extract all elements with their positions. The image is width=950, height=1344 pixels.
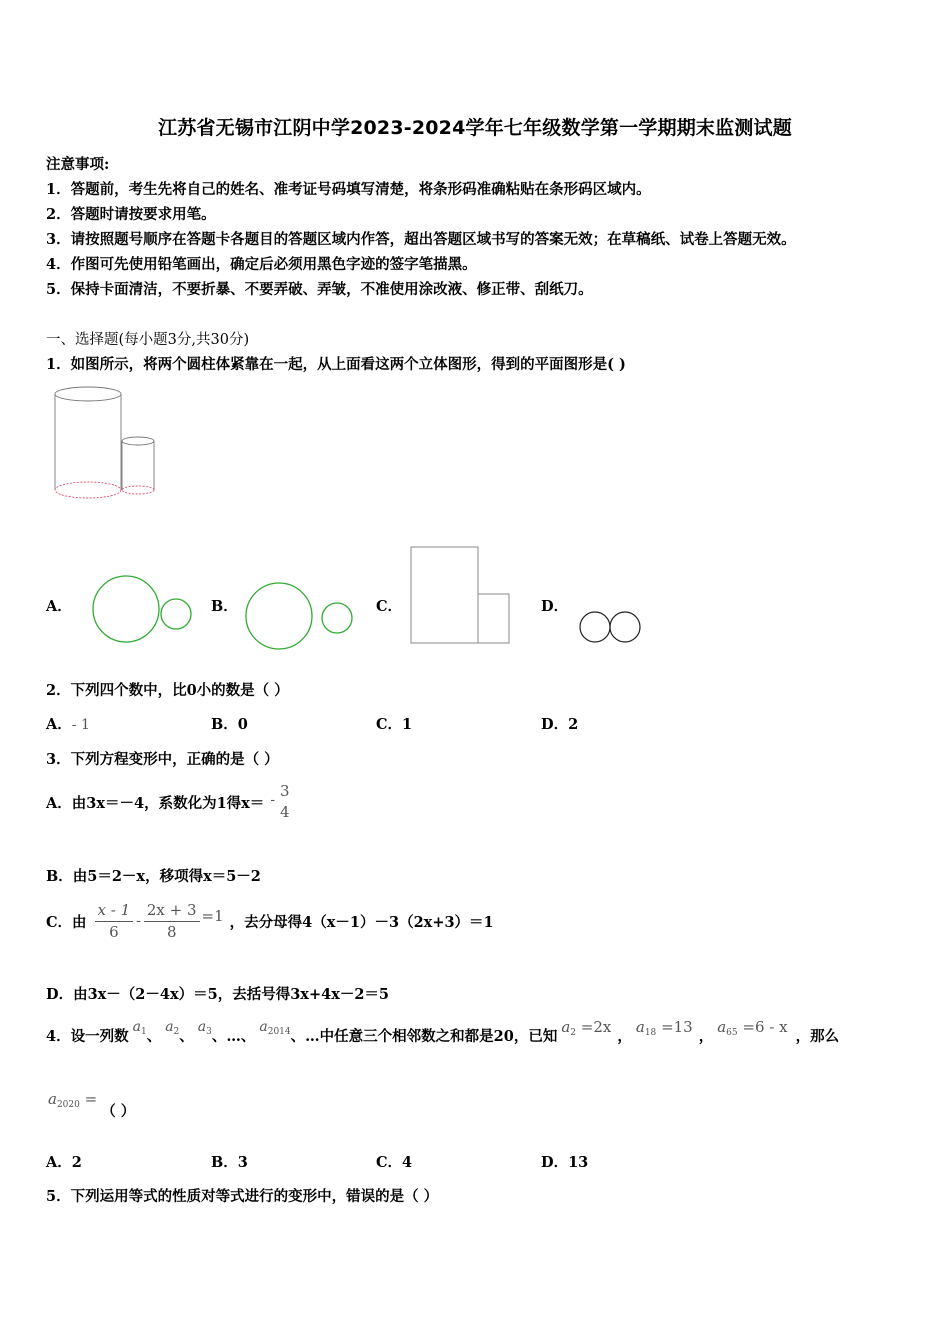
question-1-stem: 1．如图所示，将两个圆柱体紧靠在一起，从上面看这两个立体图形，得到的平面图形是( ) bbox=[46, 356, 626, 373]
q4-a3: $a_3$ bbox=[197, 1019, 212, 1037]
q1-option-a-label[interactable]: A． bbox=[46, 598, 72, 615]
q3-option-c-fraction-2 bbox=[144, 900, 200, 941]
q4-cond-3: $a_{65} =6 - x$ bbox=[717, 1018, 788, 1038]
q3-option-d[interactable]: D．由3x－（2－4x）＝5，去括号得3x+4x－2＝5 bbox=[46, 986, 390, 1003]
q4-option-c[interactable]: C．4 bbox=[376, 1154, 413, 1171]
answer-blank: （ ） bbox=[101, 1102, 136, 1120]
q1-option-b-label[interactable]: B． bbox=[211, 598, 238, 615]
q3-option-b[interactable]: B．由5＝2－x，移项得x＝5－2 bbox=[46, 868, 261, 885]
q4-a2014: $a_{2014}$ bbox=[259, 1019, 291, 1037]
q3-option-a[interactable] bbox=[46, 778, 293, 826]
q3-option-a-minus: - bbox=[270, 792, 276, 808]
q1-option-b-figure[interactable] bbox=[240, 578, 360, 652]
q3-option-c-minus: - bbox=[136, 913, 141, 929]
q2-option-c[interactable]: C．1 bbox=[376, 716, 413, 733]
fraction-numerator: 2x + 3 bbox=[144, 903, 200, 922]
q1-option-a-figure[interactable] bbox=[90, 572, 196, 648]
q4-option-a[interactable]: A．2 bbox=[46, 1154, 82, 1171]
q2-option-b[interactable]: B．0 bbox=[211, 716, 248, 733]
q2-option-d[interactable]: D．2 bbox=[541, 716, 579, 733]
notice-item: 2．答题时请按要求用笔。 bbox=[46, 206, 216, 223]
notice-item: 5．保持卡面清洁，不要折暴、不要弄破、弄皱，不准使用涂改液、修正带、刮纸刀。 bbox=[46, 281, 593, 298]
q4-a1: $a_1$ bbox=[132, 1019, 147, 1037]
q1-option-d-figure[interactable] bbox=[576, 608, 646, 646]
q3-option-a-fraction bbox=[277, 784, 293, 820]
separator: 、 bbox=[179, 1027, 194, 1045]
q4-option-d[interactable]: D．13 bbox=[541, 1154, 589, 1171]
separator: 、 bbox=[146, 1027, 162, 1045]
notice-item: 3．请按照题号顺序在答题卡各题目的答题区域内作答，超出答题区域书写的答案无效；在草稿纸、试卷上答题无效。 bbox=[46, 231, 796, 248]
notice-item: 1．答题前，考生先将自己的姓名、准考证号码填写清楚，将条形码准确粘贴在条形码区域内。 bbox=[46, 181, 651, 198]
q4-middle: 、…中任意三个相邻数之和都是20，已知 bbox=[290, 1027, 558, 1045]
question-4-stem bbox=[46, 1015, 839, 1055]
question-3-stem: 3．下列方程变形中，正确的是（ ） bbox=[46, 751, 279, 768]
q4-prefix: 4．设一列数 bbox=[46, 1027, 129, 1045]
notice-item: 4．作图可先使用铅笔画出，确定后必须用黑色字迹的签字笔描黑。 bbox=[46, 256, 477, 273]
q3-option-a-text: A．由3x＝－4，系数化为1得x＝ bbox=[46, 794, 265, 812]
notice-heading: 注意事项: bbox=[46, 156, 110, 173]
q2-option-a[interactable] bbox=[46, 713, 90, 734]
q4-ask bbox=[48, 1090, 135, 1122]
q4-cond-2: $a_{18} =13$ bbox=[635, 1018, 693, 1038]
separator: ， bbox=[698, 1027, 714, 1045]
section-heading: 一、选择题(每小题3分,共30分) bbox=[46, 332, 250, 348]
separator: ， bbox=[617, 1027, 632, 1045]
q3-option-c-prefix: C．由 bbox=[46, 913, 87, 931]
fraction-denominator: 4 bbox=[280, 803, 290, 821]
page-title: 江苏省无锡市江阴中学2023-2024学年七年级数学第一学期期末监测试题 bbox=[158, 117, 792, 139]
q3-option-c-suffix: ，去分母得4（x－1）－3（2x+3）＝1 bbox=[229, 913, 494, 931]
q2-option-a-value: - 1 bbox=[71, 717, 90, 733]
question-5-stem: 5．下列运用等式的性质对等式进行的变形中，错误的是（ ） bbox=[46, 1188, 439, 1205]
q1-option-d-label[interactable]: D． bbox=[541, 598, 569, 615]
fraction-denominator: 6 bbox=[109, 922, 119, 941]
q4-ask-term: $a_{2020}$ = bbox=[48, 1090, 98, 1110]
q1-option-c-figure[interactable] bbox=[406, 542, 516, 648]
question-2-stem: 2．下列四个数中，比0小的数是（ ） bbox=[46, 682, 289, 699]
q4-suffix: ，那么 bbox=[795, 1027, 840, 1045]
separator: 、…、 bbox=[211, 1027, 256, 1045]
q3-option-c[interactable] bbox=[46, 898, 494, 944]
q4-cond-1: $a_2 =2x$ bbox=[561, 1018, 612, 1038]
q3-option-c-eq: =1 bbox=[201, 907, 224, 925]
q3-option-c-fraction-1 bbox=[95, 900, 134, 941]
q2-option-a-label: A． bbox=[46, 716, 72, 733]
q4-a2: $a_2$ bbox=[165, 1019, 180, 1037]
fraction-numerator: x - 1 bbox=[95, 903, 134, 922]
q4-option-b[interactable]: B．3 bbox=[211, 1154, 248, 1171]
fraction-denominator: 8 bbox=[166, 922, 177, 941]
cylinders-figure bbox=[48, 382, 160, 504]
q1-option-c-label[interactable]: C． bbox=[376, 598, 403, 615]
fraction-numerator: 3 bbox=[280, 782, 290, 800]
